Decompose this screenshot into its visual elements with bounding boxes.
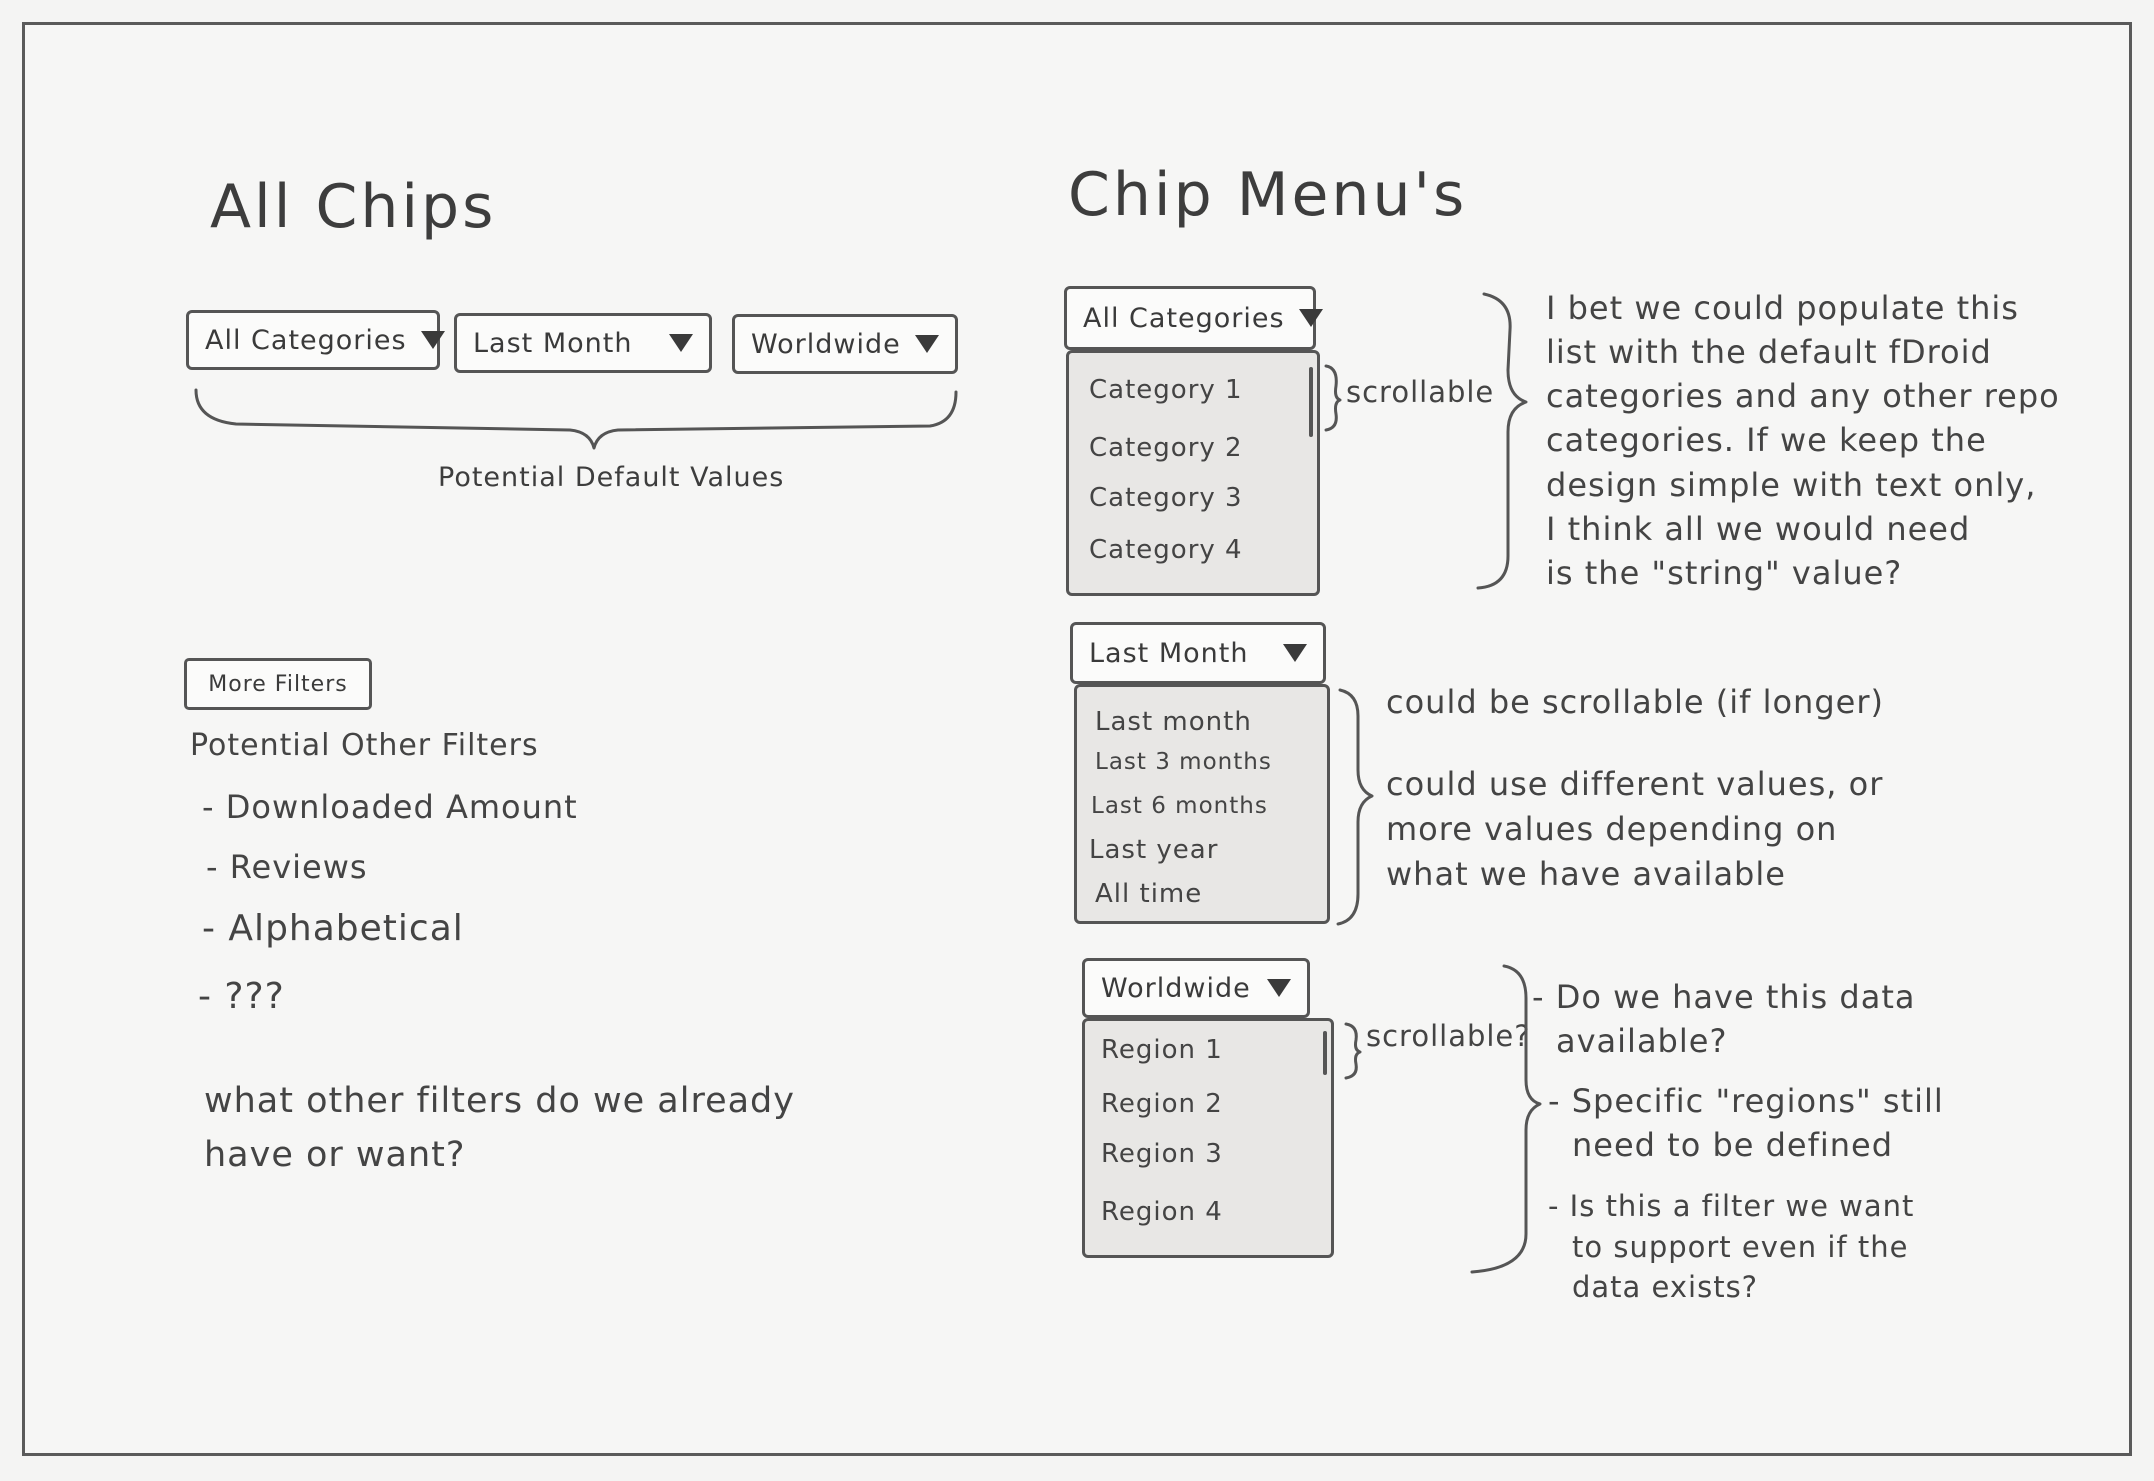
chip-label: Last Month (473, 327, 633, 359)
note-line: list with the default fDroid (1546, 333, 1992, 372)
region-note-bullet-3 (1548, 1186, 1914, 1308)
menu-item-time-range[interactable]: Last 6 months (1091, 793, 1268, 819)
scrollable-label: scrollable (1346, 375, 1495, 409)
note-line: categories. If we keep the (1546, 421, 1987, 460)
menu-item-region[interactable]: Region 1 (1101, 1035, 1223, 1065)
scrollable-question-label: scrollable? (1366, 1019, 1531, 1053)
other-filter-item: - Alphabetical (202, 908, 464, 949)
menu-item-time-range[interactable]: Last year (1089, 835, 1219, 865)
menu-item-region[interactable]: Region 3 (1101, 1139, 1223, 1169)
note-line: could be scrollable (if longer) (1386, 683, 1884, 721)
question-line: what other filters do we already (204, 1081, 795, 1121)
note-line: more values depending on (1386, 809, 1838, 848)
chip-menus-title: Chip Menu's (1068, 160, 1468, 230)
note-line: is the "string" value? (1546, 553, 1903, 592)
chips-caption: Potential Default Values (438, 462, 785, 493)
other-filters-heading: Potential Other Filters (190, 728, 539, 763)
menu-item-region[interactable]: Region 2 (1101, 1089, 1223, 1119)
note-line: available? (1556, 1021, 1728, 1060)
note-line: design simple with text only, (1546, 465, 2037, 504)
region-note-bullet-2 (1548, 1080, 1944, 1167)
other-filter-item: - Downloaded Amount (202, 788, 578, 826)
note-line: I think all we would need (1546, 509, 1971, 548)
chip-label: All Categories (205, 324, 407, 356)
question-line: have or want? (204, 1135, 466, 1176)
note-line: I bet we could populate this (1546, 289, 2019, 327)
menu-item-time-range[interactable]: Last month (1095, 707, 1252, 737)
chip-label: Last Month (1089, 637, 1249, 669)
menu-item-time-range[interactable]: Last 3 months (1095, 749, 1272, 775)
other-filter-item: - ??? (198, 976, 285, 1017)
menu-item-time-range[interactable]: All time (1095, 879, 1203, 909)
chip-label: Worldwide (1101, 972, 1251, 1004)
note-line: - Is this a filter we want (1548, 1189, 1915, 1223)
menu-item-category[interactable]: Category 2 (1089, 433, 1243, 463)
menu-item-category[interactable]: Category 1 (1089, 375, 1243, 405)
note-line: categories and any other repo (1546, 377, 2060, 416)
menu-item-category[interactable]: Category 4 (1089, 535, 1243, 565)
note-line: could use different values, or (1386, 765, 1884, 803)
note-line: to support even if the (1572, 1229, 1909, 1264)
note-line: - Specific "regions" still (1548, 1082, 1944, 1120)
chip-label: All Categories (1083, 302, 1285, 334)
menu-item-region[interactable]: Region 4 (1101, 1197, 1223, 1227)
chip-label: Worldwide (751, 328, 901, 360)
note-line: what we have available (1386, 854, 1786, 893)
note-line: need to be defined (1572, 1125, 1894, 1164)
menu-item-category[interactable]: Category 3 (1089, 483, 1243, 513)
note-line: - Do we have this data (1532, 978, 1916, 1016)
all-chips-title: All Chips (210, 172, 497, 242)
more-filters-button[interactable]: More Filters (184, 658, 372, 710)
note-line: data exists? (1572, 1270, 1759, 1305)
other-filter-item: - Reviews (206, 848, 368, 886)
region-note-bullet-1 (1532, 976, 1915, 1063)
